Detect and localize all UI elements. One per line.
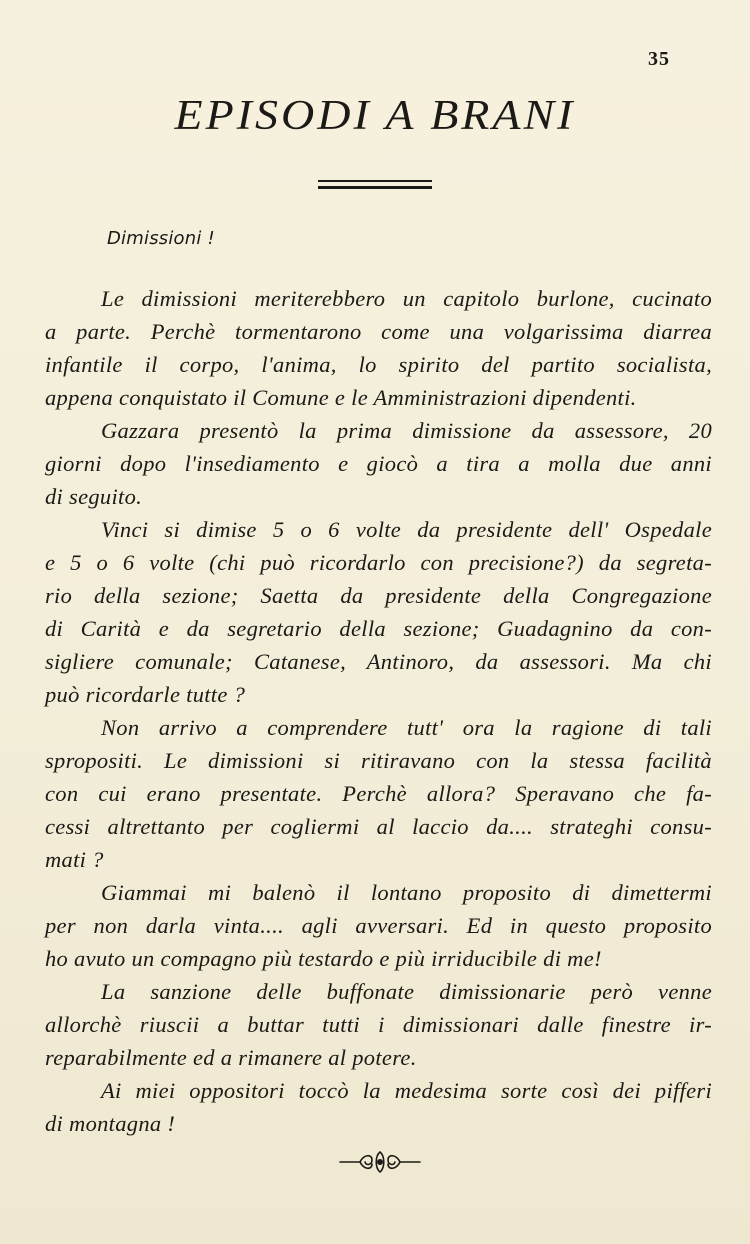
title-rule-bottom: [318, 186, 432, 189]
text-line: allorchè riuscii a buttar tutti i dimissionari dalle finestre ir-: [45, 1012, 712, 1037]
text-line: Non arrivo a comprendere tutt' ora la ragione di tali: [101, 715, 712, 740]
text-line: giorni dopo l'insediamento e giocò a tira a molla due anni: [45, 451, 712, 476]
text-line: a parte. Perchè tormentarono come una volgarissima diarrea: [45, 319, 712, 344]
title-rule-top: [318, 180, 432, 182]
section-subheading: Dimissioni !: [107, 228, 215, 249]
text-line: di montagna !: [45, 1111, 176, 1136]
text-line: reparabilmente ed a rimanere al potere.: [45, 1045, 417, 1070]
ornament-icon: [338, 1146, 422, 1178]
text-line: mati ?: [45, 847, 104, 872]
chapter-title: EPISODI A BRANI: [174, 91, 576, 138]
page-number: 35: [648, 48, 670, 70]
text-line: infantile il corpo, l'anima, lo spirito del partito socialista,: [45, 352, 712, 377]
text-line: Vinci si dimise 5 o 6 volte da presidente dell' Ospedale: [101, 517, 712, 542]
text-line: per non darla vinta.... agli avversari. Ed in questo proposito: [45, 913, 712, 938]
text-line: con cui erano presentate. Perchè allora? Speravano che fa-: [45, 781, 712, 806]
title-double-rule: [318, 178, 432, 192]
body-text: [45, 282, 712, 1140]
text-line: La sanzione delle buffonate dimissionarie però venne: [101, 979, 712, 1004]
text-line: Giammai mi balenò il lontano proposito di dimettermi: [101, 880, 712, 905]
text-line: e 5 o 6 volte (chi può ricordarlo con precisione?) da segreta-: [45, 550, 712, 575]
text-line: Le dimissioni meriterebbero un capitolo burlone, cucinato: [101, 286, 712, 311]
text-line: di Carità e da segretario della sezione; Guadagnino da con-: [45, 616, 712, 641]
text-line: ho avuto un compagno più testardo e più irriducibile di me!: [45, 946, 602, 971]
text-line: spropositi. Le dimissioni si ritiravano con la stessa facilità: [45, 748, 712, 773]
text-line: cessi altrettanto per cogliermi al laccio da.... strateghi consu-: [45, 814, 712, 839]
text-line: Ai miei oppositori toccò la medesima sorte così dei pifferi: [101, 1078, 712, 1103]
text-line: sigliere comunale; Catanese, Antinoro, da assessori. Ma chi: [45, 649, 712, 674]
text-line: rio della sezione; Saetta da presidente della Congregazione: [45, 583, 712, 608]
text-line: può ricordarle tutte ?: [45, 682, 246, 707]
text-line: appena conquistato il Comune e le Amministrazioni dipendenti.: [45, 385, 637, 410]
text-line: Gazzara presentò la prima dimissione da assessore, 20: [101, 418, 712, 443]
text-line: di seguito.: [45, 484, 143, 509]
